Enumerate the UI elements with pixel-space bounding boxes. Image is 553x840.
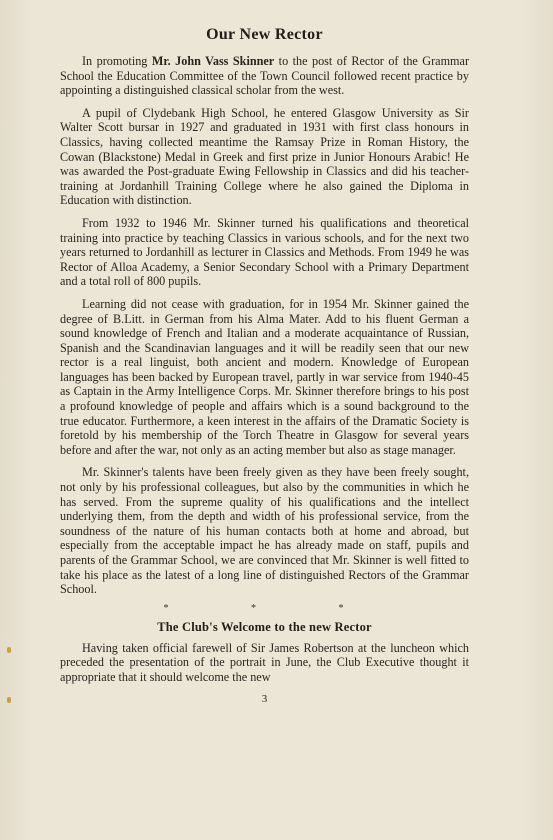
rector-name: Mr. John Vass Skinner xyxy=(151,54,275,68)
paragraph: Mr. Skinner's talents have been freely given as they have been freely sought, not only by his professional colleagues, but also by the communities in which he has served. From the supreme quality of his qualifications and the intellect underlying them, from the depth and width of his professional service, from the soundness of the nature of his human contacts both at home and abroad, but especially from the acceptable impact he has already made on staff, pupils and parents of the Grammar School, we are convinced that Mr. Skinner is well fitted to take his place as the latest of a long line of distinguished Rectors of the Grammar School. xyxy=(60,465,469,597)
paragraph: A pupil of Clydebank High School, he entered Glasgow University as Sir Walter Scott bursar in 1927 and graduated in 1931 with first class honours in Classics, having collected meantime the Ramsay Prize in Roman History, the Cowan (Blackstone) Medal in Greek and first prize in Junior Honours Arabic! He was awarded the Post-graduate Ewing Fellowship in Classics and did his teacher-training at Jordanhill Training College where he also gained the Diploma in Education with distinction. xyxy=(60,105,469,208)
paragraph: Having taken official farewell of Sir James Robertson at the luncheon which preceded the presentation of the portrait in June, the Club Executive thought it appropriate that it should welcome the new xyxy=(60,640,469,684)
paragraph: From 1932 to 1946 Mr. Skinner turned his qualifications and theoretical training into practice by teaching Classics in various schools, and for the next two years returned to Jordanhill as lecturer in Classics and Methods. From 1949 he was Rector of Alloa Academy, a Senior Secondary School with a Primary Department and a total roll of 800 pupils. xyxy=(60,215,469,289)
paragraph-text: to the post of Rector of the Grammar School the Education Committee of the Town Council followed recent practice by appointing a distinguished classical scholar from the west. xyxy=(60,54,470,98)
paragraph: Learning did not cease with graduation, for in 1954 Mr. Skinner gained the degree of B.Litt. in German from his Alma Mater. Add to his fluent German a sound knowledge of French and Italian and a moderate acquaintance of Russian, Spanish and the Scandinavian languages and it will be readily seen that our new rector is a real linguist, both ancient and modern. Knowledge of European languages has been backed by European travel, partly in war service from 1940-45 as Captain in the Army Intelligence Corps. Mr. Skinner therefore brings to his post a profound knowledge of people and affairs which is a sound background to the true educator. Furthermore, a keen interest in the affairs of the Dramatic Society is foretold by his membership of the Torch Theatre in Glasgow for several years before and after the war, not only as an acting member but also as stage manager. xyxy=(60,296,469,457)
section-separator: * * * xyxy=(163,602,384,614)
section-title: The Club's Welcome to the new Rector xyxy=(157,619,372,634)
margin-mark xyxy=(7,697,11,703)
page-content xyxy=(60,26,469,705)
margin-mark xyxy=(7,647,11,653)
paragraph xyxy=(60,54,469,98)
article-title: Our New Rector xyxy=(206,26,323,43)
paragraph-text: In promoting xyxy=(82,54,152,68)
page-number: 3 xyxy=(261,692,268,705)
